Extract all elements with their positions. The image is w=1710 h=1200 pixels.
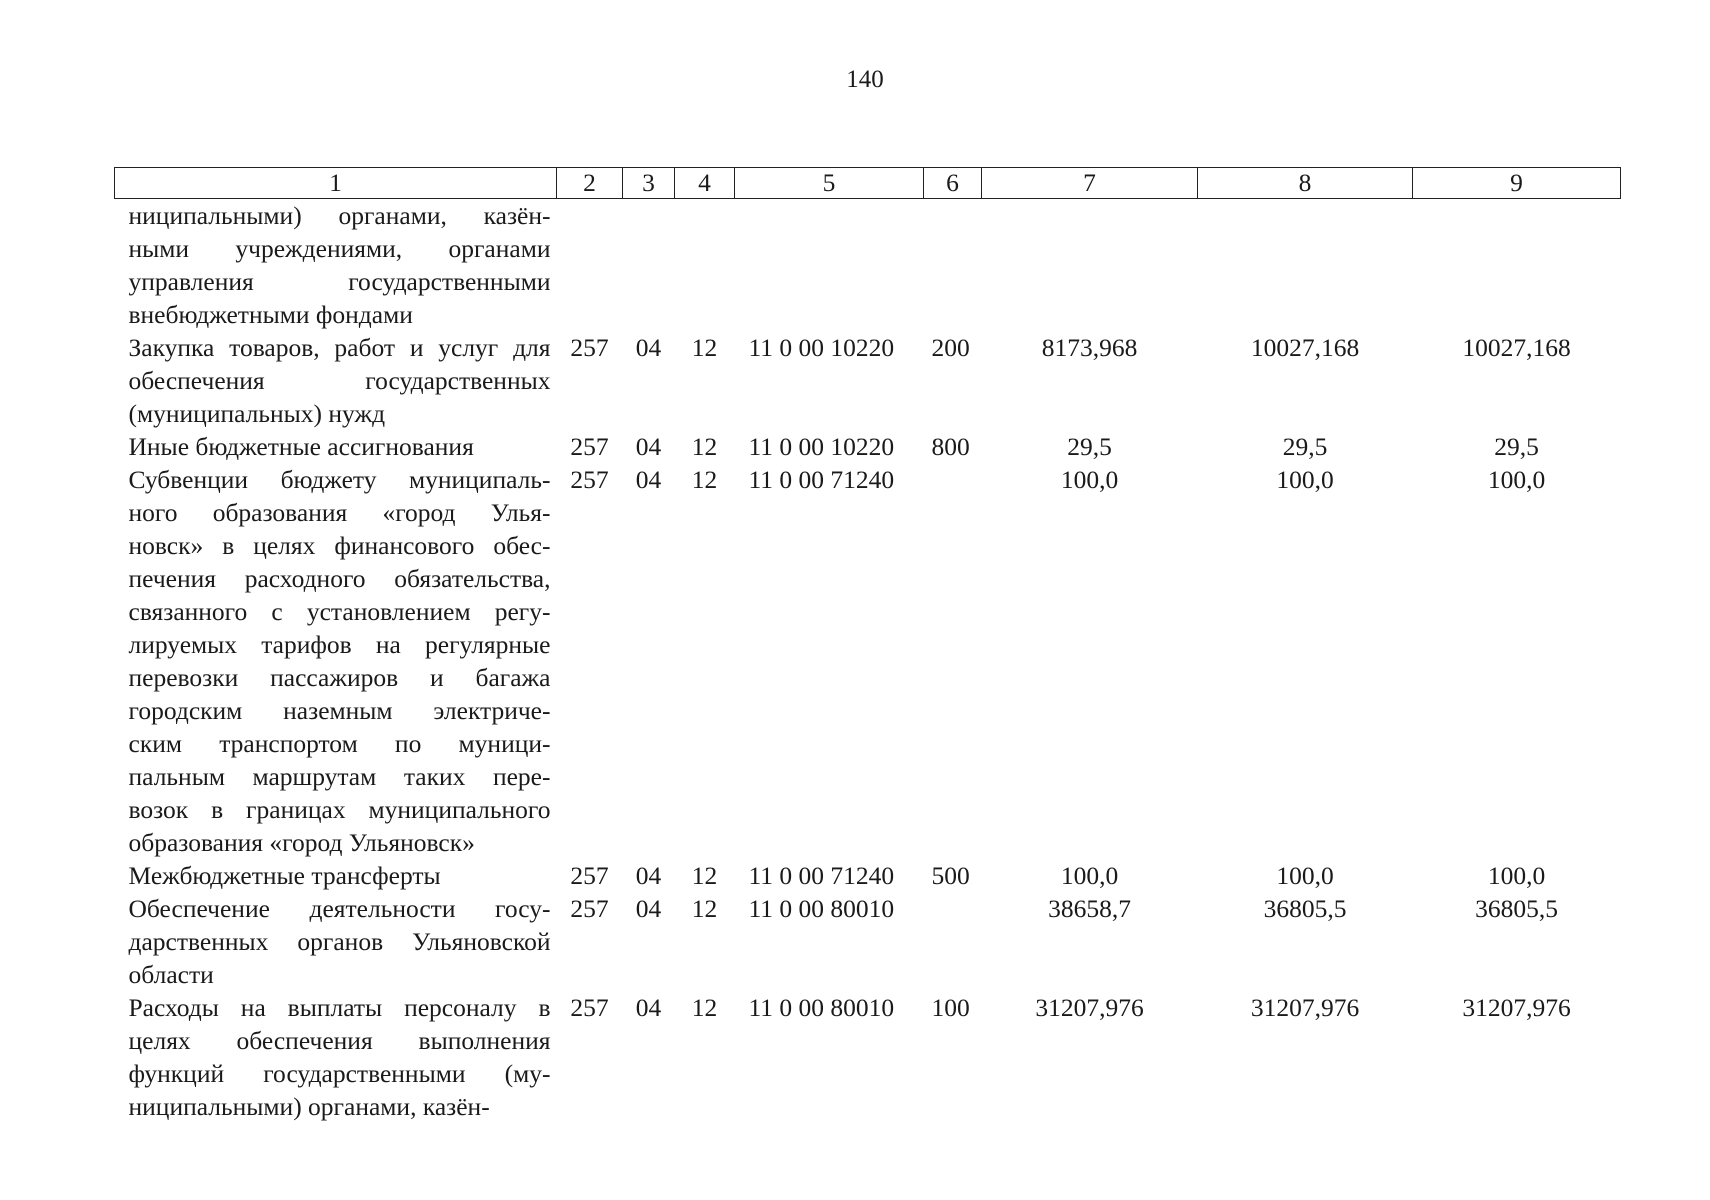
expense-name-line: области <box>128 960 214 989</box>
cell-amount-year-3: 29,5 <box>1494 432 1539 461</box>
cell-expense-name <box>115 892 557 991</box>
cell-expense-name <box>115 991 557 1123</box>
expense-name-line: новск» в целях финансового обес- <box>128 531 551 560</box>
expense-name-line: Межбюджетные трансферты <box>128 861 441 890</box>
cell-subsection-code: 12 <box>691 333 718 362</box>
cell-amount-year-3: 100,0 <box>1487 465 1546 494</box>
cell-expense-type: 100 <box>931 993 970 1022</box>
expense-name-line: перевозки пассажиров и багажа <box>128 663 551 692</box>
cell-amount-year-1: 8173,968 <box>1041 333 1138 362</box>
cell-ministry-code: 257 <box>570 993 609 1022</box>
table-row <box>115 331 1621 430</box>
cell-target-article: 11 0 00 71240 <box>748 465 895 494</box>
cell-target-article: 11 0 00 71240 <box>748 861 895 890</box>
expense-name-line: ного образования «город Улья- <box>128 498 551 527</box>
cell-target-article: 11 0 00 10220 <box>748 432 895 461</box>
column-header-7: 7 <box>982 168 1198 199</box>
expense-name-line: ными учреждениями, органами <box>128 234 551 263</box>
cell-section-code: 04 <box>635 333 662 362</box>
expense-name-line: образования «город Ульяновск» <box>128 828 475 857</box>
column-header-9: 9 <box>1413 168 1621 199</box>
header-row <box>115 168 1621 199</box>
expense-name-line: лируемых тарифов на регулярные <box>128 630 551 659</box>
cell-amount-year-1: 29,5 <box>1067 432 1112 461</box>
expense-name-line: управления государственными <box>128 267 551 296</box>
table-row <box>115 892 1621 991</box>
cell-section-code: 04 <box>635 993 662 1022</box>
expense-name-line: возок в границах муниципального <box>128 795 551 824</box>
expense-name-line: связанного с установлением регу- <box>128 597 551 626</box>
cell-ministry-code: 257 <box>570 465 609 494</box>
cell-ministry-code: 257 <box>570 432 609 461</box>
column-header-1: 1 <box>115 168 557 199</box>
cell-expense-name <box>115 463 557 859</box>
cell-amount-year-1: 100,0 <box>1060 861 1119 890</box>
cell-subsection-code: 12 <box>691 993 718 1022</box>
expense-name-line: Закупка товаров, работ и услуг для <box>128 333 551 362</box>
budget-table <box>114 167 1621 1123</box>
expense-name-line: ниципальными) органами, казён- <box>128 1092 490 1121</box>
table-row <box>115 859 1621 892</box>
expense-name-line: целях обеспечения выполнения <box>128 1026 551 1055</box>
cell-expense-type <box>924 199 982 332</box>
expense-name-line: внебюджетными фондами <box>128 300 413 329</box>
expense-name-line: ниципальными) органами, казён- <box>128 201 551 230</box>
column-header-2: 2 <box>557 168 623 199</box>
table-header <box>115 168 1621 199</box>
expense-name-line: пальным маршрутам таких пере- <box>128 762 551 791</box>
cell-expense-type: 500 <box>931 861 970 890</box>
cell-section-code: 04 <box>635 894 662 923</box>
expense-name-line: ским транспортом по муници- <box>128 729 551 758</box>
expense-name-line: городским наземным электриче- <box>128 696 551 725</box>
expense-name-line: Иные бюджетные ассигнования <box>128 432 474 461</box>
cell-expense-name <box>115 199 557 332</box>
cell-amount-year-1: 100,0 <box>1060 465 1119 494</box>
table-row <box>115 199 1621 332</box>
cell-target-article: 11 0 00 10220 <box>748 333 895 362</box>
table-body <box>115 199 1621 1124</box>
cell-subsection-code: 12 <box>691 465 718 494</box>
cell-subsection-code: 12 <box>691 894 718 923</box>
cell-target-article: 11 0 00 80010 <box>748 894 895 923</box>
cell-amount-year-2: 100,0 <box>1276 861 1334 890</box>
cell-amount-year-2: 29,5 <box>1282 432 1328 461</box>
expense-name-line: Обеспечение деятельности госу- <box>128 894 551 923</box>
table-row <box>115 991 1621 1123</box>
column-header-3: 3 <box>623 168 675 199</box>
cell-amount-year-1: 38658,7 <box>1048 894 1131 923</box>
cell-ministry-code <box>557 199 623 332</box>
cell-amount-year-1: 31207,976 <box>1035 993 1144 1022</box>
table-row <box>115 430 1621 463</box>
cell-subsection-code <box>675 199 735 332</box>
cell-expense-name <box>115 430 557 463</box>
cell-amount-year-1 <box>982 199 1198 332</box>
cell-amount-year-3: 36805,5 <box>1475 894 1558 923</box>
column-header-5: 5 <box>735 168 924 199</box>
cell-amount-year-2 <box>1198 199 1413 332</box>
column-header-8: 8 <box>1198 168 1413 199</box>
cell-ministry-code: 257 <box>570 333 609 362</box>
cell-expense-type <box>924 463 982 859</box>
cell-amount-year-3: 31207,976 <box>1462 993 1571 1022</box>
cell-amount-year-2: 100,0 <box>1276 465 1334 494</box>
cell-expense-type: 200 <box>931 333 970 362</box>
table-row <box>115 463 1621 859</box>
cell-amount-year-2: 31207,976 <box>1250 993 1360 1022</box>
expense-name-line: Субвенции бюджету муниципаль- <box>128 465 551 494</box>
cell-section-code <box>623 199 675 332</box>
cell-section-code: 04 <box>635 465 662 494</box>
cell-ministry-code: 257 <box>570 894 609 923</box>
cell-amount-year-3: 10027,168 <box>1462 333 1571 362</box>
cell-expense-type <box>924 892 982 991</box>
page-number: 140 <box>846 66 884 93</box>
cell-expense-name <box>115 859 557 892</box>
expense-name-line: (муниципальных) нужд <box>128 399 386 428</box>
expense-name-line: обеспечения государственных <box>128 366 551 395</box>
expense-name-line: функций государственными (му- <box>128 1059 551 1088</box>
cell-expense-name <box>115 331 557 430</box>
column-header-6: 6 <box>924 168 982 199</box>
column-header-4: 4 <box>675 168 735 199</box>
cell-section-code: 04 <box>635 432 662 461</box>
cell-expense-type: 800 <box>931 432 970 461</box>
cell-subsection-code: 12 <box>691 432 718 461</box>
cell-target-article: 11 0 00 80010 <box>748 993 895 1022</box>
cell-amount-year-3 <box>1413 199 1621 332</box>
cell-amount-year-2: 10027,168 <box>1250 333 1360 362</box>
cell-target-article <box>735 199 924 332</box>
cell-ministry-code: 257 <box>570 861 609 890</box>
expense-name-line: Расходы на выплаты персоналу в <box>128 993 551 1022</box>
cell-amount-year-3: 100,0 <box>1487 861 1546 890</box>
expense-name-line: печения расходного обязательства, <box>128 564 551 593</box>
expense-name-line: дарственных органов Ульяновской <box>128 927 551 956</box>
cell-amount-year-2: 36805,5 <box>1263 894 1347 923</box>
cell-subsection-code: 12 <box>691 861 718 890</box>
cell-section-code: 04 <box>635 861 662 890</box>
